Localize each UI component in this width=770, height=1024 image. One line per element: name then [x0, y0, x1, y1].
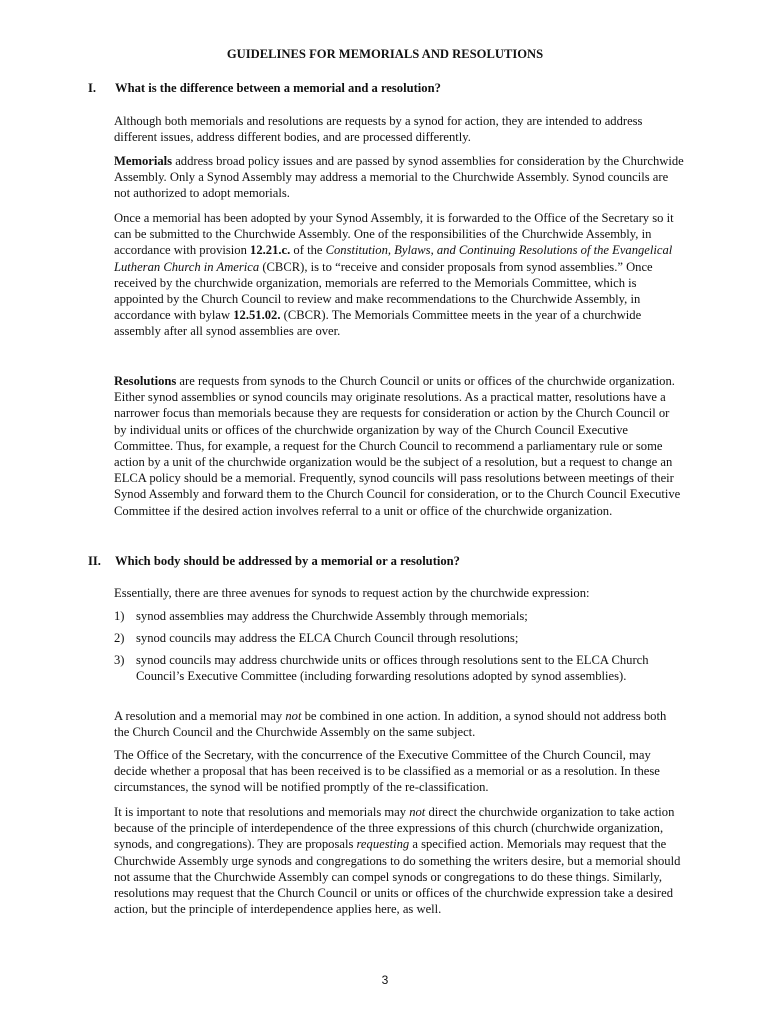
process-text-e: (CBCR), is to “receive and consider proposals from synod assemblies.” Once received by the churchwide organization, memorials are referred to the Memorials Committee, which is appointed by the Church Council to review and make recommendations to the Churchwide Assembly, in accordance with bylaw: [114, 259, 653, 323]
interdependence-text-c: direct the churchwide organization to take action because of the principle of interdependence of the three expressions of this church (churchwide organization, synods, and congregations). They are proposals: [114, 805, 675, 852]
memorials-definition: address broad policy issues and are passed by synod assemblies for consideration by the Churchwide Assembly. Only a Synod Assembly may address a memorial to the Churchwide Assembly. Synod councils are not authorized to adopt memorials.: [114, 154, 684, 201]
combine-text-a: A resolution and a memorial may: [114, 709, 286, 723]
resolutions-term: Resolutions: [114, 374, 177, 388]
section-1-heading-text: What is the difference between a memorial and a resolution?: [115, 81, 441, 95]
section-2-paragraph-secretary: The Office of the Secretary, with the concurrence of the Executive Committee of the Church Council, may decide whether a proposal that has been received is to be classified as a memorial or as a resolution. In these circumstances, the synod will be notified promptly of the re-classification.: [114, 748, 660, 795]
emphasis-requesting: requesting: [356, 837, 410, 852]
provision-ref: 12.21.c.: [250, 243, 291, 258]
interdependence-text-a: It is important to note that resolutions and memorials may: [114, 805, 410, 819]
section-1-paragraph-process: [114, 210, 684, 340]
list-item-text: synod councils may address churchwide units or offices through resolutions sent to the ELCA Church Council’s Executive Committee (including forwarding resolutions adopted by synod assemblies).: [136, 653, 649, 684]
process-text-c: of the: [290, 243, 326, 258]
section-1-paragraph-1: Although both memorials and resolutions are requests by a synod for action, they are intended to address different issues, address different bodies, and are processed differently.: [114, 114, 643, 145]
list-item-text: synod councils may address the ELCA Church Council through resolutions;: [136, 631, 519, 645]
section-2-paragraph-combine: [114, 708, 684, 740]
resolutions-definition: are requests from synods to the Church Council or units or offices of the churchwide organization. Either synod assemblies or synod councils may originate resolutions. As a practical matter, resolutions have a narrower focus than memorials because they are requests for consideration or action by the Church Council or by individual units or offices of the churchwide organization by way of the Church Council Executive Committee. Thus, for example, a request for the Church Council to recommend a parliamentary rule or some action by a unit of the churchwide organization would be the subject of a resolution, but a request to change an ELCA policy should be a memorial. Frequently, synod councils will pass resolutions between meetings of their Synod Assembly and forward them to the Church Council for consideration, or to the Church Council Executive Committee if the desired action involves referral to a unit or office of the churchwide organization.: [114, 374, 681, 518]
emphasis-not: not: [285, 709, 302, 723]
document-title: GUIDELINES FOR MEMORIALS AND RESOLUTIONS: [226, 47, 544, 61]
list-item-number: 1): [114, 609, 125, 623]
section-1-paragraph-resolutions: [114, 373, 684, 519]
process-text-g: (CBCR). The Memorials Committee meets in the year of a churchwide assembly after all synod assemblies are over.: [114, 308, 642, 339]
section-1-paragraph-memorials: [114, 153, 684, 202]
section-2-number: II.: [88, 554, 101, 568]
list-item-text: synod assemblies may address the Churchwide Assembly through memorials;: [136, 609, 528, 623]
combine-text-c: be combined in one action. In addition, a synod should not address both the Church Council and the Churchwide Assembly on the same subject.: [114, 709, 667, 740]
constitution-title: Constitution, Bylaws, and Continuing Resolutions of the Evangelical Lutheran Church in America: [114, 243, 673, 274]
emphasis-not: not: [409, 805, 426, 819]
list-item-number: 3): [114, 653, 125, 667]
section-2-paragraph-interdependence: [114, 804, 684, 917]
memorials-term: Memorials: [114, 154, 173, 168]
list-item-number: 2): [114, 631, 125, 645]
section-1-number: I.: [88, 81, 97, 95]
interdependence-text-e: a specified action. Memorials may request that the Churchwide Assembly urge synods and congregations to do something the writers desire, but a memorial should not assume that the Churchwide Assembly can compel synods or congregations to do these things. Similarly, resolutions may request that the Church Council or units or offices of the churchwide expression take a desired action, but the principle of interdependence applies here, as well.: [114, 837, 681, 917]
section-2-heading-text: Which body should be addressed by a memorial or a resolution?: [115, 554, 460, 568]
section-2-heading: [88, 553, 460, 569]
section-2-paragraph-1: Essentially, there are three avenues for synods to request action by the churchwide expression:: [114, 586, 590, 600]
bylaw-ref: 12.51.02.: [233, 308, 281, 323]
process-text-a: Once a memorial has been adopted by your Synod Assembly, it is forwarded to the Office of the Secretary so it can be submitted to the Churchwide Assembly. One of the responsibilities of the Churchwide Assembly, in accordance with provision: [114, 211, 674, 258]
section-1-heading: [88, 80, 441, 96]
page-number: 3: [381, 973, 389, 987]
